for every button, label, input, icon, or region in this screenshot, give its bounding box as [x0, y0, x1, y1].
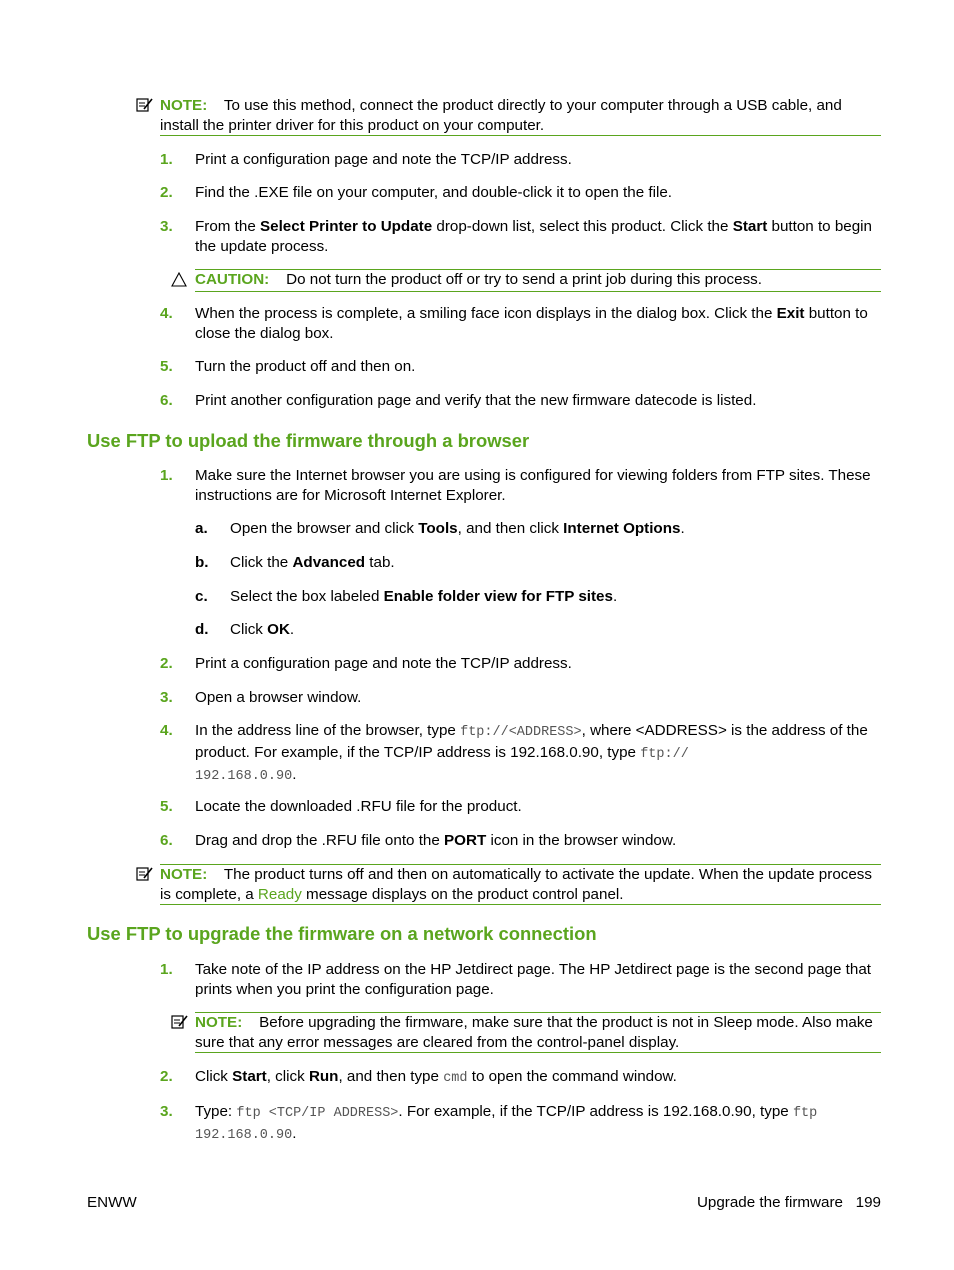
caution	[195, 270, 885, 290]
text-run: When the process is complete, a smiling face icon displays in the dialog box. Click the	[195, 305, 777, 322]
text-run: , where <ADDRESS> is the address of the product. For example, if the TCP/IP address is 192.168.0.90, type	[195, 722, 868, 761]
text-run: , and then click	[457, 520, 564, 537]
ui-term: Start	[732, 218, 768, 235]
text-run: message displays on the product control panel.	[301, 886, 624, 903]
page-number: 199	[855, 1194, 881, 1211]
step-number: 3.	[160, 218, 173, 235]
section-heading: Use FTP to upload the firmware through a browser	[87, 430, 530, 451]
step-number: 4.	[160, 305, 173, 322]
step-number: 2.	[160, 655, 173, 672]
note-rule	[160, 135, 881, 136]
ui-term: Enable folder view for FTP sites	[383, 588, 613, 605]
text-run: .	[292, 766, 297, 783]
caution-label: CAUTION:	[195, 271, 270, 288]
step-number: 2.	[160, 1068, 173, 1085]
section-heading: Use FTP to upgrade the firmware on a network connection	[87, 923, 597, 944]
step-number: 1.	[160, 151, 173, 168]
step-number: 3.	[160, 689, 173, 706]
code-text: ftp	[792, 1106, 818, 1121]
substep-letter: a.	[195, 520, 208, 537]
step-number: 5.	[160, 358, 173, 375]
note-text: Before upgrading the firmware, make sure that the product is not in Sleep mode. Also make sure that any error messages are cleared from the control-panel display.	[195, 1014, 873, 1051]
substep-letter: b.	[195, 554, 209, 571]
step-number: 4.	[160, 722, 173, 739]
step-text: Print another configuration page and verify that the new firmware datecode is listed.	[195, 392, 757, 409]
note-2	[160, 865, 882, 905]
note-icon	[171, 1014, 189, 1030]
text-run: tab.	[365, 554, 395, 571]
code-text: ftp <TCP/IP ADDRESS>	[236, 1106, 399, 1121]
substep-text	[230, 519, 880, 539]
text-run: Drag and drop the .RFU file onto the	[195, 832, 445, 849]
ui-term: PORT	[444, 832, 487, 849]
step-text	[195, 1067, 885, 1089]
step-number: 1.	[160, 467, 173, 484]
step-number: 6.	[160, 832, 173, 849]
ui-term: Select Printer to Update	[260, 218, 433, 235]
step-number: 1.	[160, 961, 173, 978]
text-run: , click	[266, 1068, 309, 1085]
step-text: Locate the downloaded .RFU file for the product.	[195, 798, 522, 815]
note-label: NOTE:	[160, 866, 208, 883]
code-text: ftp://	[640, 747, 689, 762]
footer-left: ENWW	[87, 1194, 137, 1211]
text-run: In the address line of the browser, type	[195, 722, 461, 739]
code-text: cmd	[443, 1071, 468, 1086]
text-run: Click the	[230, 554, 293, 571]
text-run: Type:	[195, 1103, 237, 1120]
text-run: Open the browser and click	[230, 520, 419, 537]
text-run: icon in the browser window.	[486, 832, 677, 849]
step-text: Turn the product off and then on.	[195, 358, 416, 375]
caution-rule-bottom	[195, 291, 881, 292]
text-run: drop-down list, select this product. Click the	[432, 218, 733, 235]
text-run: button to begin the update process.	[195, 218, 873, 255]
ready-message-term: Ready	[257, 886, 302, 903]
note-text: To use this method, connect the product directly to your computer through a USB cable, and install the printer driver for this product on your computer.	[160, 97, 842, 134]
step-text	[195, 304, 885, 344]
ui-term: Run	[308, 1068, 339, 1085]
footer-chapter: Upgrade the firmware	[696, 1194, 843, 1211]
text-run: .	[292, 1125, 297, 1142]
ui-term: Start	[232, 1068, 267, 1085]
text-run: The product turns off and then on automatically to activate the update. When the update process is complete, a	[160, 866, 872, 903]
note-label: NOTE:	[195, 1014, 243, 1031]
text-run: . For example, if the TCP/IP address is 192.168.0.90, type	[398, 1103, 793, 1120]
text-run: From the	[195, 218, 260, 235]
substep-text	[230, 553, 880, 573]
substep-text	[230, 587, 880, 607]
step-text: Open a browser window.	[195, 689, 362, 706]
step-number: 2.	[160, 184, 173, 201]
step-text: Print a configuration page and note the TCP/IP address.	[195, 655, 572, 672]
footer-right	[697, 1193, 881, 1213]
ui-term: Exit	[776, 305, 805, 322]
text-run: Click	[230, 621, 268, 638]
substep-letter: d.	[195, 621, 209, 638]
substep-letter: c.	[195, 588, 208, 605]
text-run: , and then type	[338, 1068, 444, 1085]
ui-term: Tools	[418, 520, 458, 537]
note-label: NOTE:	[160, 97, 208, 114]
step-number: 5.	[160, 798, 173, 815]
text-run: Select the box labeled	[230, 588, 384, 605]
caution-icon	[171, 272, 187, 287]
step-text: Take note of the IP address on the HP Jetdirect page. The HP Jetdirect page is the second page that prints when you print the configuration page.	[195, 961, 872, 998]
step-text: Find the .EXE file on your computer, and double-click it to open the file.	[195, 184, 672, 201]
text-run: Click	[195, 1068, 233, 1085]
text-run: .	[612, 588, 618, 605]
caution-text: Do not turn the product off or try to send a print job during this process.	[286, 271, 762, 288]
ui-term: Advanced	[292, 554, 366, 571]
step-text	[195, 1102, 885, 1146]
step-text	[195, 831, 885, 851]
step-text: Print a configuration page and note the TCP/IP address.	[195, 151, 572, 168]
note-icon	[136, 866, 154, 882]
step-text: Make sure the Internet browser you are using is configured for viewing folders from FTP sites. These instructions are for Microsoft Internet Explorer.	[195, 467, 871, 504]
code-text: ftp://<ADDRESS>	[460, 725, 582, 740]
text-run: .	[289, 621, 295, 638]
text-run: to open the command window.	[467, 1068, 677, 1085]
step-number: 6.	[160, 392, 173, 409]
substep-text	[230, 620, 880, 640]
text-run: button to close the dialog box.	[195, 305, 868, 342]
step-text	[195, 217, 885, 257]
note-rule-bottom	[195, 1052, 881, 1053]
note-1	[160, 96, 882, 136]
code-text: 192.168.0.90	[195, 1128, 293, 1143]
note-icon	[136, 97, 154, 113]
ui-term: Internet Options	[563, 520, 681, 537]
note-3	[195, 1013, 885, 1053]
note-rule-bottom	[160, 904, 881, 905]
text-run: .	[680, 520, 685, 537]
step-text	[195, 721, 885, 787]
ui-term: OK	[267, 621, 290, 638]
code-text: 192.168.0.90	[195, 769, 293, 784]
step-number: 3.	[160, 1103, 173, 1120]
